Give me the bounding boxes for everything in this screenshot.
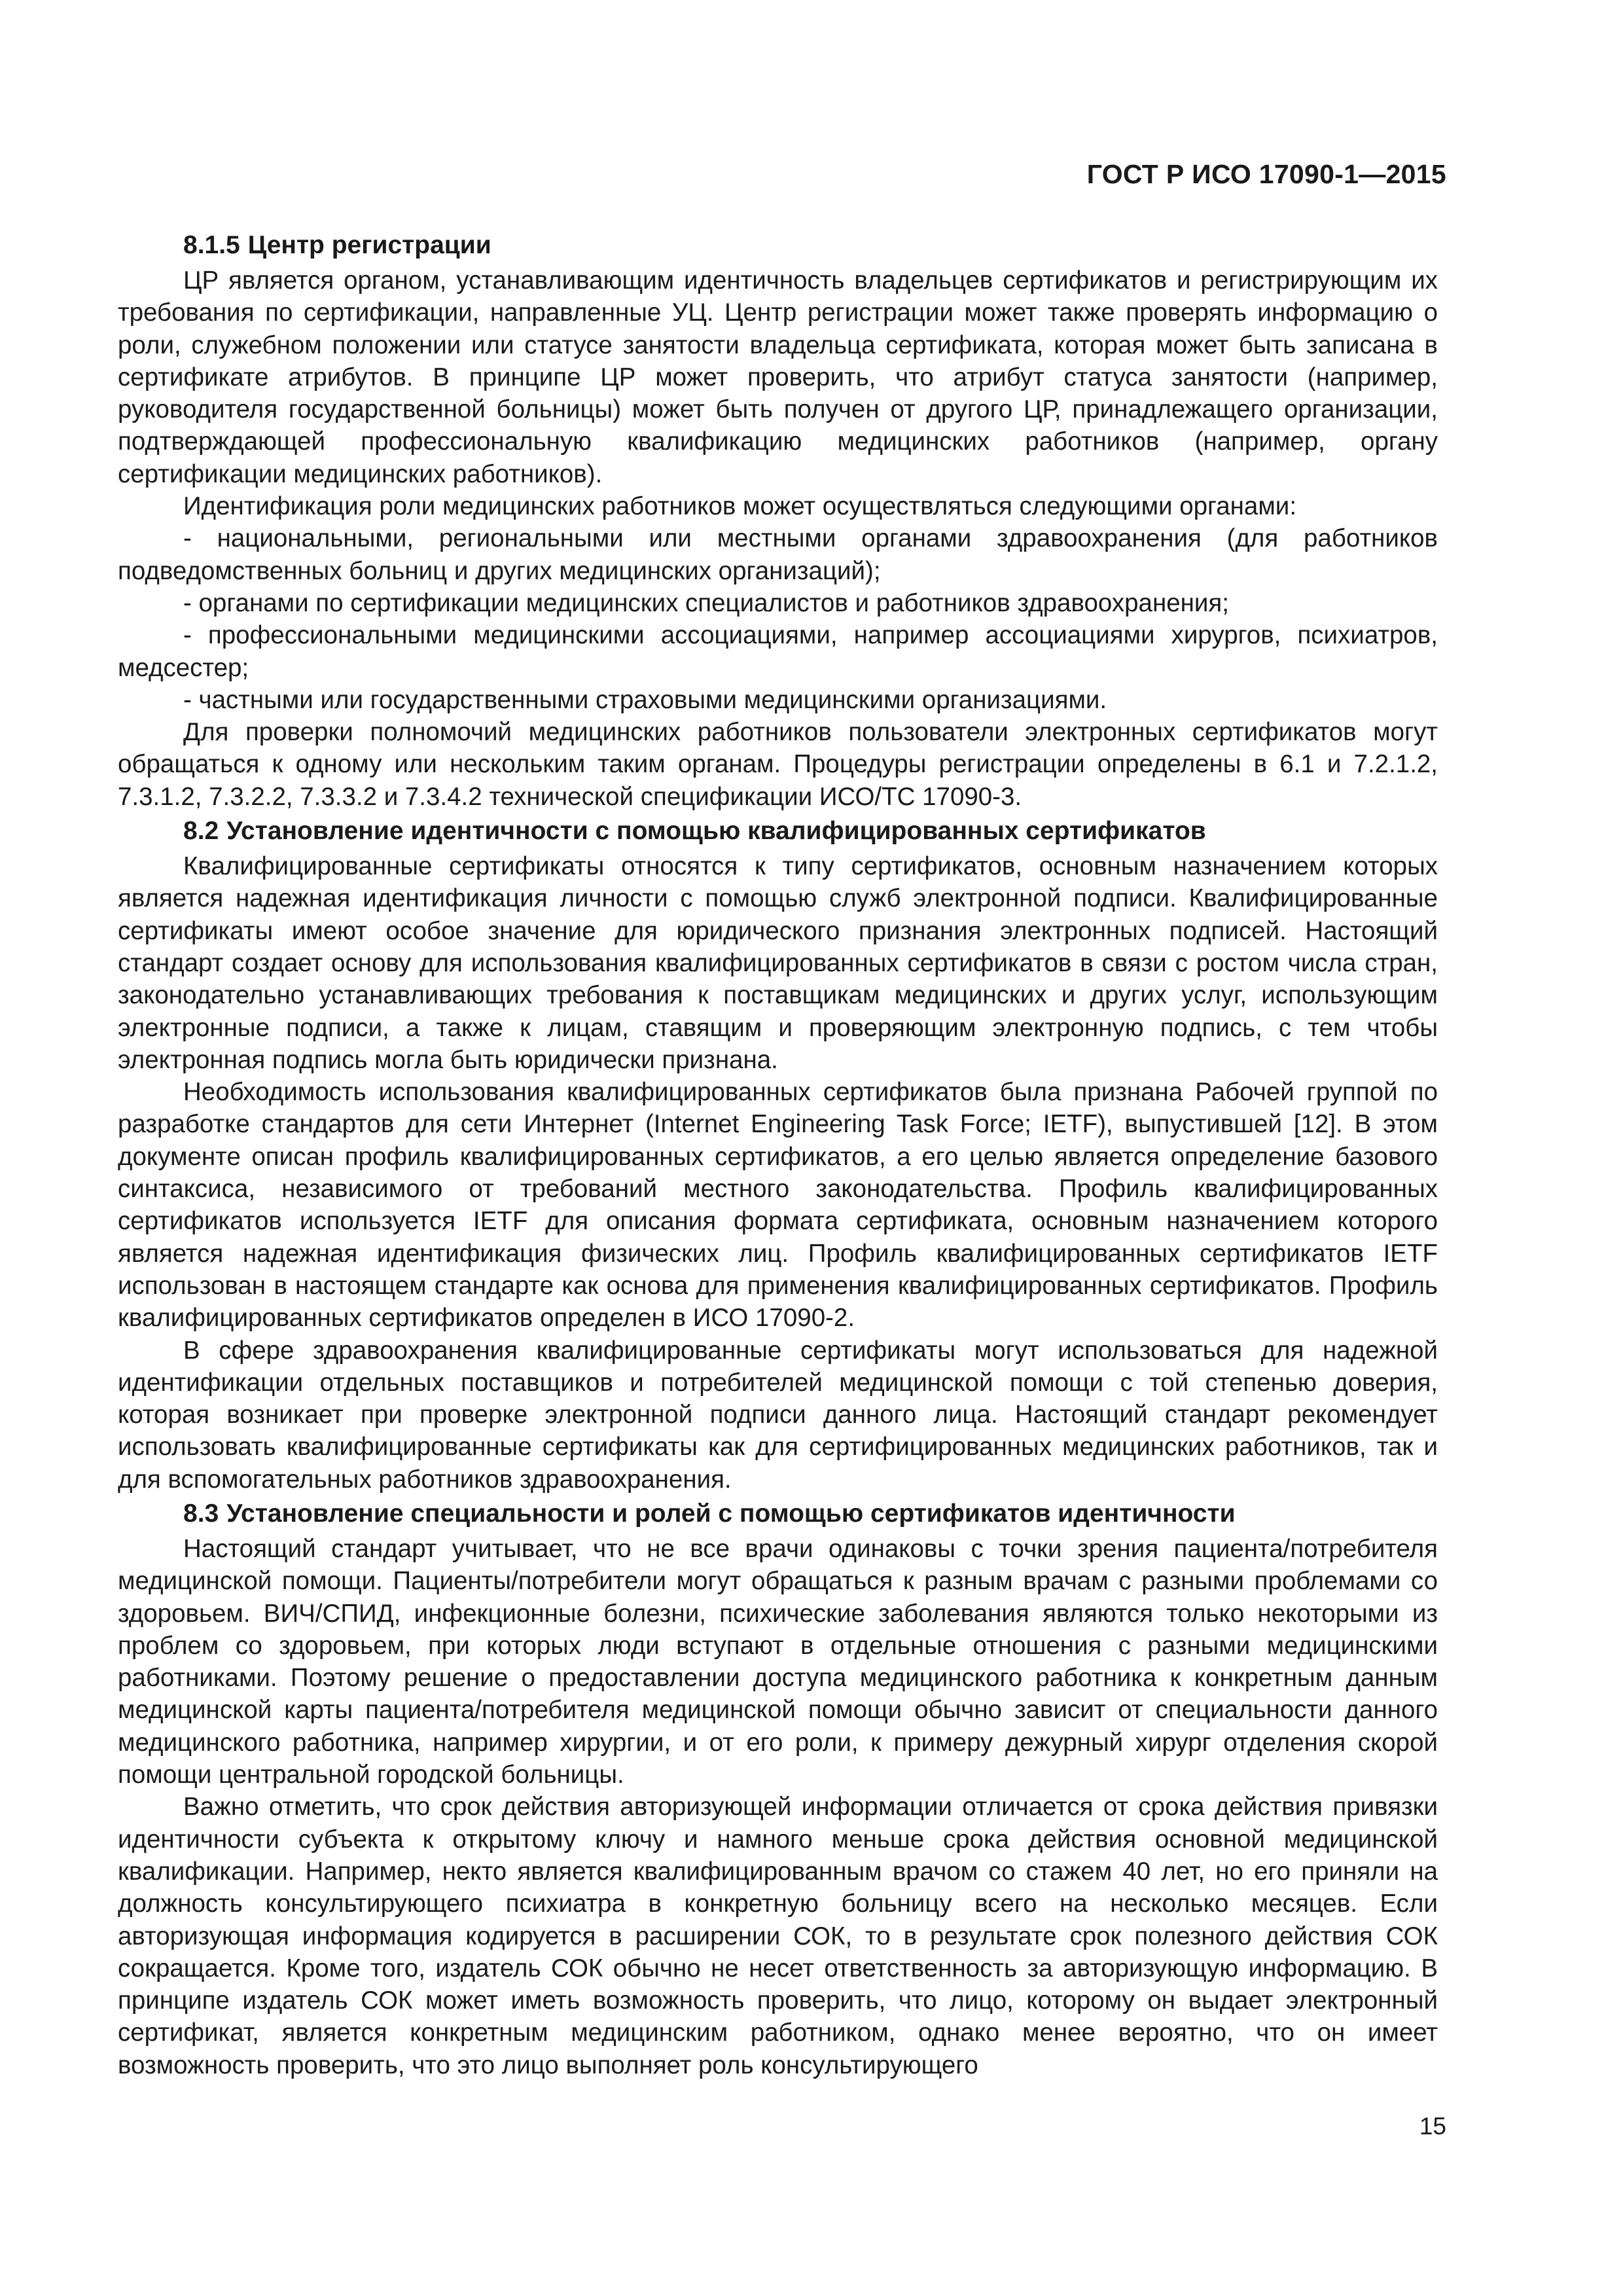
paragraph: Для проверки полномочий медицинских работников пользователи электронных сертификатов могут обращаться к одному или нескольким таким органам. Процедуры регистрации определены в 6.1 и 7.2.1.2, 7.3.1.2, 7.3.2.2, 7.3.3.2 и 7.3.4.2 технической спецификации ИСО/ТС 17090-3. — [118, 718, 1438, 811]
list-item: - национальными, региональными или местными органами здравоохранения (для работников подведомственных больниц и других медицинских организаций); — [118, 524, 1438, 585]
section-title: Установление идентичности с помощью квалифицированных сертификатов — [226, 817, 1206, 846]
section-heading-8-1-5 — [118, 229, 1438, 262]
paragraph: ЦР является органом, устанавливающим идентичность владельцев сертификатов и регистрирующим их требования по сертификации, направленные УЦ. Центр регистрации может также проверять информацию о роли, служебном положении или статусе занятости владельца сертификата, которая может быть записана в сертификате атрибутов. В принципе ЦР может проверить, что атрибут статуса занятости (например, руководителя государственной больницы) может быть получен от другого ЦР, принадлежащего организации, подтверждающей профессиональную квалификацию медицинских работников (например, органу сертификации медицинских работников). — [118, 266, 1438, 488]
page-content — [118, 229, 1438, 2081]
paragraph: Настоящий стандарт учитывает, что не все врачи одинаковы с точки зрения пациента/потребителя медицинской помощи. Пациенты/потребители могут обращаться к разным врачам с разными проблемами со здоровьем. ВИЧ/СПИД, инфекционные болезни, психические заболевания являются только некоторыми из проблем со здоровьем, при которых люди вступают в отдельные отношения с разными медицинскими работниками. Поэтому решение о предоставлении доступа медицинского работника к конкретным данным медицинской карты пациента/потребителя медицинской помощи обычно зависит от специальности данного медицинского работника, например хирургии, и от его роли, к примеру дежурный хирург отделения скорой помощи центральной городской больницы. — [118, 1534, 1438, 1789]
section-title: Установление специальности и ролей с помощью сертификатов идентичности — [226, 1499, 1236, 1528]
section-number: 8.2 — [183, 817, 219, 846]
section-number: 8.1.5 — [183, 231, 240, 259]
paragraph: Идентификация роли медицинских работников может осуществляться следующими органами: — [183, 492, 1297, 521]
document-code: ГОСТ Р ИСО 17090-1—2015 — [1086, 159, 1446, 189]
section-heading-8-3 — [118, 1498, 1438, 1530]
paragraph: Важно отметить, что срок действия авторизующей информации отличается от срока действия привязки идентичности субъекта к открытому ключу и намного меньше срока действия основной медицинской квалификации. Например, некто является квалифицированным врачом со стажем 40 лет, но его приняли на должность консультирующего психиатра в конкретную больницу всего на несколько месяцев. Если авторизующая информация кодируется в расширении СОК, то в результате срок полезного действия СОК сокращается. Кроме того, издатель СОК обычно не несет ответственность за авторизующую информацию. В принципе издатель СОК может иметь возможность проверить, что лицо, которому он выдает электронный сертификат, является конкретным медицинским работником, однако менее вероятно, что он имеет возможность проверить, что это лицо выполняет роль консультирующего — [118, 1793, 1438, 2079]
paragraph: В сфере здравоохранения квалифицированные сертификаты могут использоваться для надежной идентификации отдельных поставщиков и потребителей медицинской помощи с той степенью доверия, которая возникает при проверке электронной подписи данного лица. Настоящий стандарт рекомендует использовать квалифицированные сертификаты как для сертифицированных медицинских работников, так и для вспомогательных работников здравоохранения. — [118, 1336, 1438, 1494]
list-item: - органами по сертификации медицинских специалистов и работников здравоохранения; — [183, 588, 1229, 617]
page-number: 15 — [1419, 2113, 1446, 2140]
list-item: - профессиональными медицинскими ассоциациями, например ассоциациями хирургов, психиатров, медсестер; — [118, 621, 1438, 682]
paragraph: Необходимость использования квалифицированных сертификатов была признана Рабочей группой по разработке стандартов для сети Интернет (Internet Engineering Task Force; IETF), выпустившей [12]. В этом документе описан профиль квалифицированных сертификатов, а его целью является определение базового синтаксиса, независимого от требований местного законодательства. Профиль квалифицированных сертификатов используется IETF для описания формата сертификата, основным назначением которого является надежная идентификация физических лиц. Профиль квалифицированных сертификатов IETF использован в настоящем стандарте как основа для применения квалифицированных сертификатов. Профиль квалифицированных сертификатов определен в ИСО 17090-2. — [118, 1078, 1438, 1333]
paragraph: Квалифицированные сертификаты относятся к типу сертификатов, основным назначением которых является надежная идентификация личности с помощью служб электронной подписи. Квалифицированные сертификаты имеют особое значение для юридического признания электронных подписей. Настоящий стандарт создает основу для использования квалифицированных сертификатов в связи с ростом числа стран, законодательно устанавливающих требования к поставщикам медицинских и других услуг, использующим электронные подписи, а также к лицам, ставящим и проверяющим электронную подпись, с тем чтобы электронная подпись могла быть юридически признана. — [118, 852, 1438, 1074]
section-number: 8.3 — [183, 1499, 219, 1528]
section-heading-8-2 — [118, 815, 1438, 848]
section-title: Центр регистрации — [247, 231, 491, 259]
list-item: - частными или государственными страховыми медицинскими организациями. — [183, 685, 1107, 714]
